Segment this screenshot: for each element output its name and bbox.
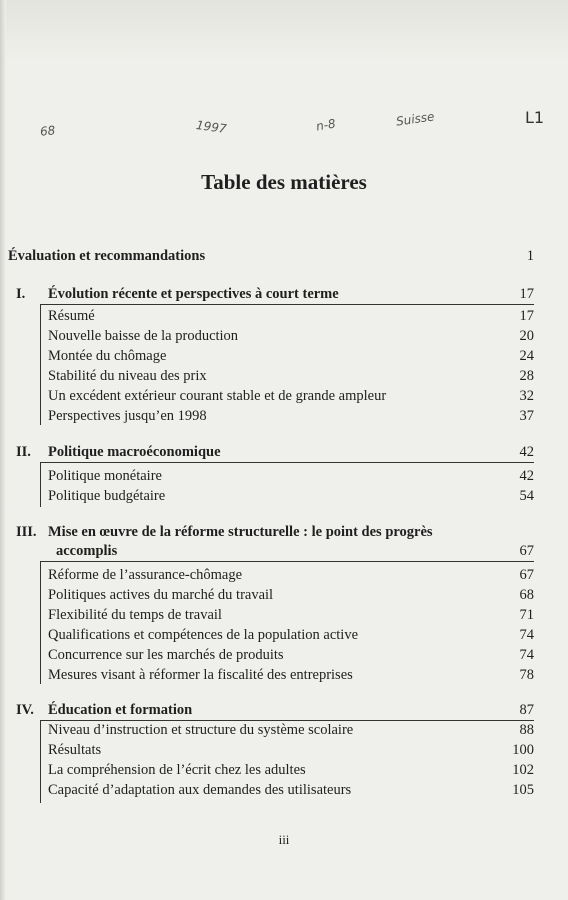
toc-item[interactable] xyxy=(8,387,534,405)
toc-item-page: 100 xyxy=(512,742,534,758)
toc-item-page: 71 xyxy=(519,607,534,623)
section-page: 67 xyxy=(519,543,534,559)
toc-item-page: 17 xyxy=(519,308,534,324)
toc-item-title: Qualifications et compétences de la population active xyxy=(48,627,359,643)
toc-item[interactable] xyxy=(8,327,534,345)
section-title: Éducation et formation xyxy=(48,702,193,718)
section-title: Politique macroéconomique xyxy=(48,444,221,460)
toc-item[interactable] xyxy=(8,741,534,759)
toc-entry-page: 1 xyxy=(526,248,534,264)
toc-item-page: 74 xyxy=(519,647,534,663)
toc-item-page: 74 xyxy=(519,627,534,643)
toc-item-title: Flexibilité du temps de travail xyxy=(48,607,222,623)
section-page: 87 xyxy=(519,702,534,718)
section-page: 42 xyxy=(519,444,534,460)
toc-item[interactable] xyxy=(8,721,534,739)
toc-item[interactable] xyxy=(8,307,534,325)
toc-item-title: Niveau d’instruction et structure du système scolaire xyxy=(48,722,354,738)
toc-item-page: 32 xyxy=(519,388,534,404)
toc-item[interactable] xyxy=(8,367,534,385)
toc-item-title: La compréhension de l’écrit chez les adultes xyxy=(48,762,306,778)
toc-item-page: 105 xyxy=(512,782,534,798)
toc-item-title: Résumé xyxy=(48,308,95,324)
toc-item-title: Stabilité du niveau des prix xyxy=(48,368,207,384)
toc-item[interactable] xyxy=(8,566,534,584)
toc-section-1[interactable] xyxy=(8,285,534,303)
handwritten-note-5: L1 xyxy=(525,108,545,127)
toc-item-title: Capacité d’adaptation aux demandes des utilisateurs xyxy=(48,782,352,798)
toc-item-page: 20 xyxy=(519,328,534,344)
toc-item-title: Perspectives jusqu’en 1998 xyxy=(48,408,207,424)
toc-item-page: 28 xyxy=(519,368,534,384)
toc-item[interactable] xyxy=(8,781,534,799)
toc-item[interactable] xyxy=(8,626,534,644)
toc-item[interactable] xyxy=(8,761,534,779)
toc-item-page: 67 xyxy=(519,567,534,583)
handwritten-note-2: 1997 xyxy=(195,117,228,137)
toc-item[interactable] xyxy=(8,467,534,485)
page-title: Table des matières xyxy=(201,170,367,194)
toc-item-page: 54 xyxy=(519,488,534,504)
toc-item-title: Politiques actives du marché du travail xyxy=(48,587,274,603)
section-title-continued: accomplis xyxy=(56,543,118,559)
section-title: Évolution récente et perspectives à court terme xyxy=(48,286,339,302)
toc-section-3[interactable] xyxy=(8,523,534,541)
toc-item-title: Mesures visant à réformer la fiscalité des entreprises xyxy=(48,667,353,683)
section-number: IV. xyxy=(16,702,34,718)
toc-item-page: 102 xyxy=(512,762,534,778)
handwritten-note-4: Suisse xyxy=(395,109,436,129)
handwritten-note-3: n-8 xyxy=(314,116,337,134)
toc-item-page: 42 xyxy=(519,468,534,484)
toc-item-title: Nouvelle baisse de la production xyxy=(48,328,239,344)
toc-item[interactable] xyxy=(8,407,534,425)
toc-item-title: Concurrence sur les marchés de produits xyxy=(48,647,284,663)
toc-item[interactable] xyxy=(8,487,534,505)
toc-section-3-continued[interactable] xyxy=(8,542,534,560)
toc-entry-title: Évaluation et recommandations xyxy=(8,248,206,264)
toc-item-page: 78 xyxy=(519,667,534,683)
toc-entry-evaluation[interactable] xyxy=(8,247,534,265)
toc-section-2[interactable] xyxy=(8,443,534,461)
toc-item[interactable] xyxy=(8,586,534,604)
section-title: Mise en œuvre de la réforme structurelle : le point des progrès xyxy=(48,524,433,540)
section-number: III. xyxy=(16,524,37,540)
toc-item-title: Politique monétaire xyxy=(48,468,162,484)
toc-item-title: Politique budgétaire xyxy=(48,488,166,504)
toc-item[interactable] xyxy=(8,666,534,684)
toc-item-title: Montée du chômage xyxy=(48,348,167,364)
toc-section-4[interactable] xyxy=(8,701,534,719)
toc-item-title: Résultats xyxy=(48,742,102,758)
toc-item[interactable] xyxy=(8,347,534,365)
section-number: II. xyxy=(16,444,31,460)
toc-item[interactable] xyxy=(8,646,534,664)
toc-item-title: Réforme de l’assurance-chômage xyxy=(48,567,243,583)
toc-item-page: 37 xyxy=(519,408,534,424)
section-number: I. xyxy=(16,286,26,302)
handwritten-note-1: 68 xyxy=(39,123,56,139)
toc-item-page: 88 xyxy=(519,722,534,738)
toc-item-page: 68 xyxy=(519,587,534,603)
section-page: 17 xyxy=(519,286,534,302)
toc-item-page: 24 xyxy=(519,348,534,364)
toc-item[interactable] xyxy=(8,606,534,624)
page-number-footer: iii xyxy=(278,832,290,847)
toc-item-title: Un excédent extérieur courant stable et de grande ampleur xyxy=(48,388,387,404)
